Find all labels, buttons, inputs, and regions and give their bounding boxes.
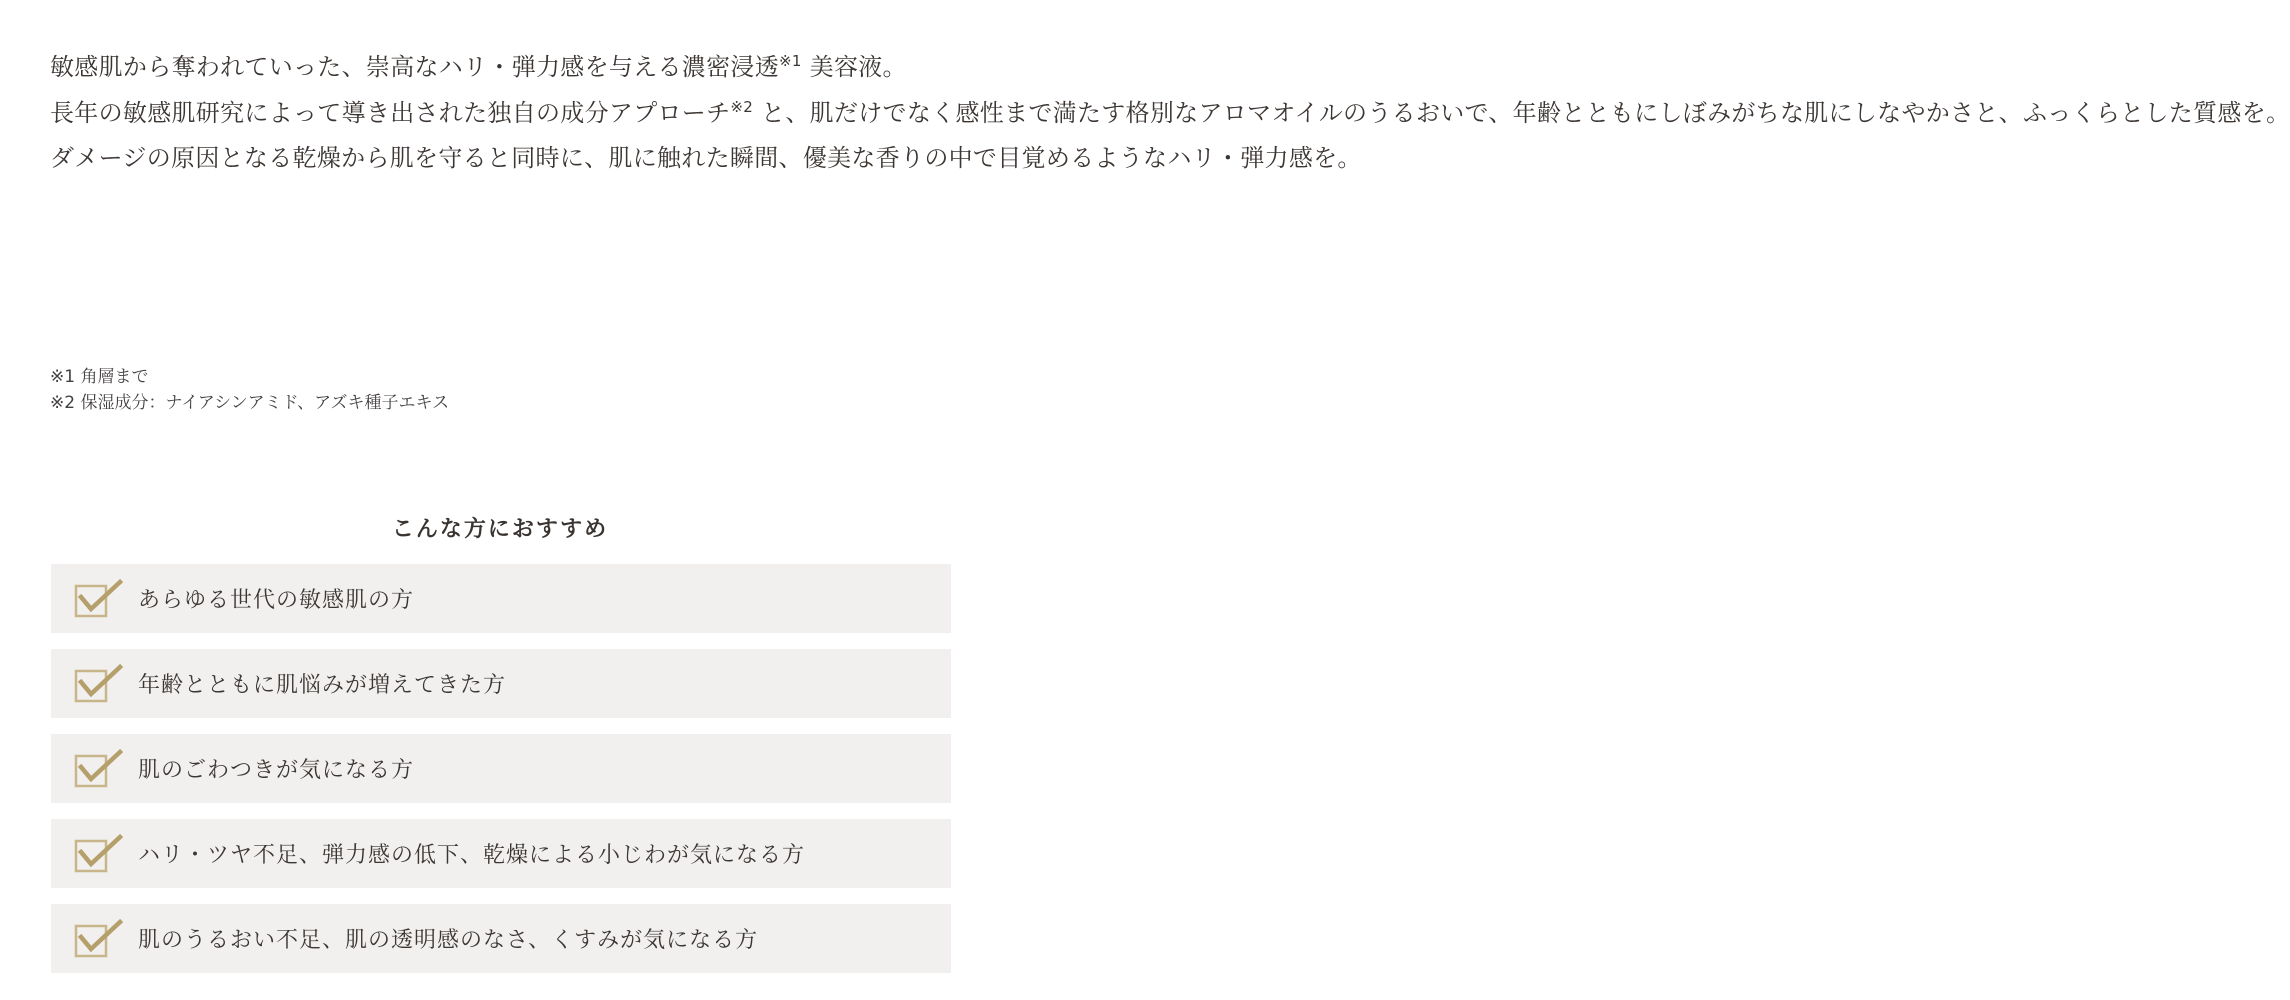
recommend-item	[51, 734, 951, 803]
footnote-ref-1: ※1	[779, 52, 802, 70]
checkbox-checked-icon	[74, 834, 124, 874]
footnote-ref-2: ※2	[730, 97, 754, 116]
recommend-item	[51, 819, 951, 888]
footnotes	[50, 364, 449, 416]
recommend-item-label: 年齢とともに肌悩みが増えてきた方	[138, 673, 507, 698]
intro-paragraph-3: ダメージの原因となる乾燥から肌を守ると同時に、肌に触れた瞬間、優美な香りの中で目覚めるようなハリ・弾力感を。	[50, 144, 1362, 173]
checkbox-checked-icon	[74, 579, 124, 619]
intro-p2-text: 長年の敏感肌研究によって導き出された独自の成分アプローチ	[50, 98, 731, 127]
intro-paragraph-1	[50, 46, 960, 92]
recommend-item	[51, 564, 951, 633]
intro-paragraph-2	[50, 92, 2290, 138]
recommend-item-label: ハリ・ツヤ不足、弾力感の低下、乾燥による小じわが気になる方	[138, 843, 806, 868]
recommend-title: こんな方におすすめ	[391, 517, 609, 542]
recommend-item-label: 肌のごわつきが気になる方	[138, 758, 415, 783]
checkbox-checked-icon	[74, 664, 124, 704]
recommend-list	[51, 564, 951, 989]
footnote-2: ※2 保湿成分：ナイアシンアミド、アズキ種子エキス	[50, 393, 450, 413]
recommend-item	[51, 649, 951, 718]
intro-p1-text: 敏感肌から奪われていった、崇高なハリ・弾力感を与える濃密浸透	[50, 53, 779, 81]
footnote-1: ※1 角層まで	[50, 367, 149, 387]
checkbox-checked-icon	[74, 919, 124, 959]
recommend-item-label: あらゆる世代の敏感肌の方	[138, 588, 415, 613]
recommend-item-label: 肌のうるおい不足、肌の透明感のなさ、くすみが気になる方	[138, 928, 759, 953]
intro-p2-tail: と、肌だけでなく感性まで満たす格別なアロマオイルのうるおいで、年齢とともにしぼみがちな肌にしなやかさと、ふっくらとした質感を。	[753, 98, 2290, 127]
intro-p1-tail: 美容液。	[801, 53, 907, 81]
intro-text	[50, 46, 2290, 180]
recommend-item	[51, 904, 951, 973]
checkbox-checked-icon	[74, 749, 124, 789]
